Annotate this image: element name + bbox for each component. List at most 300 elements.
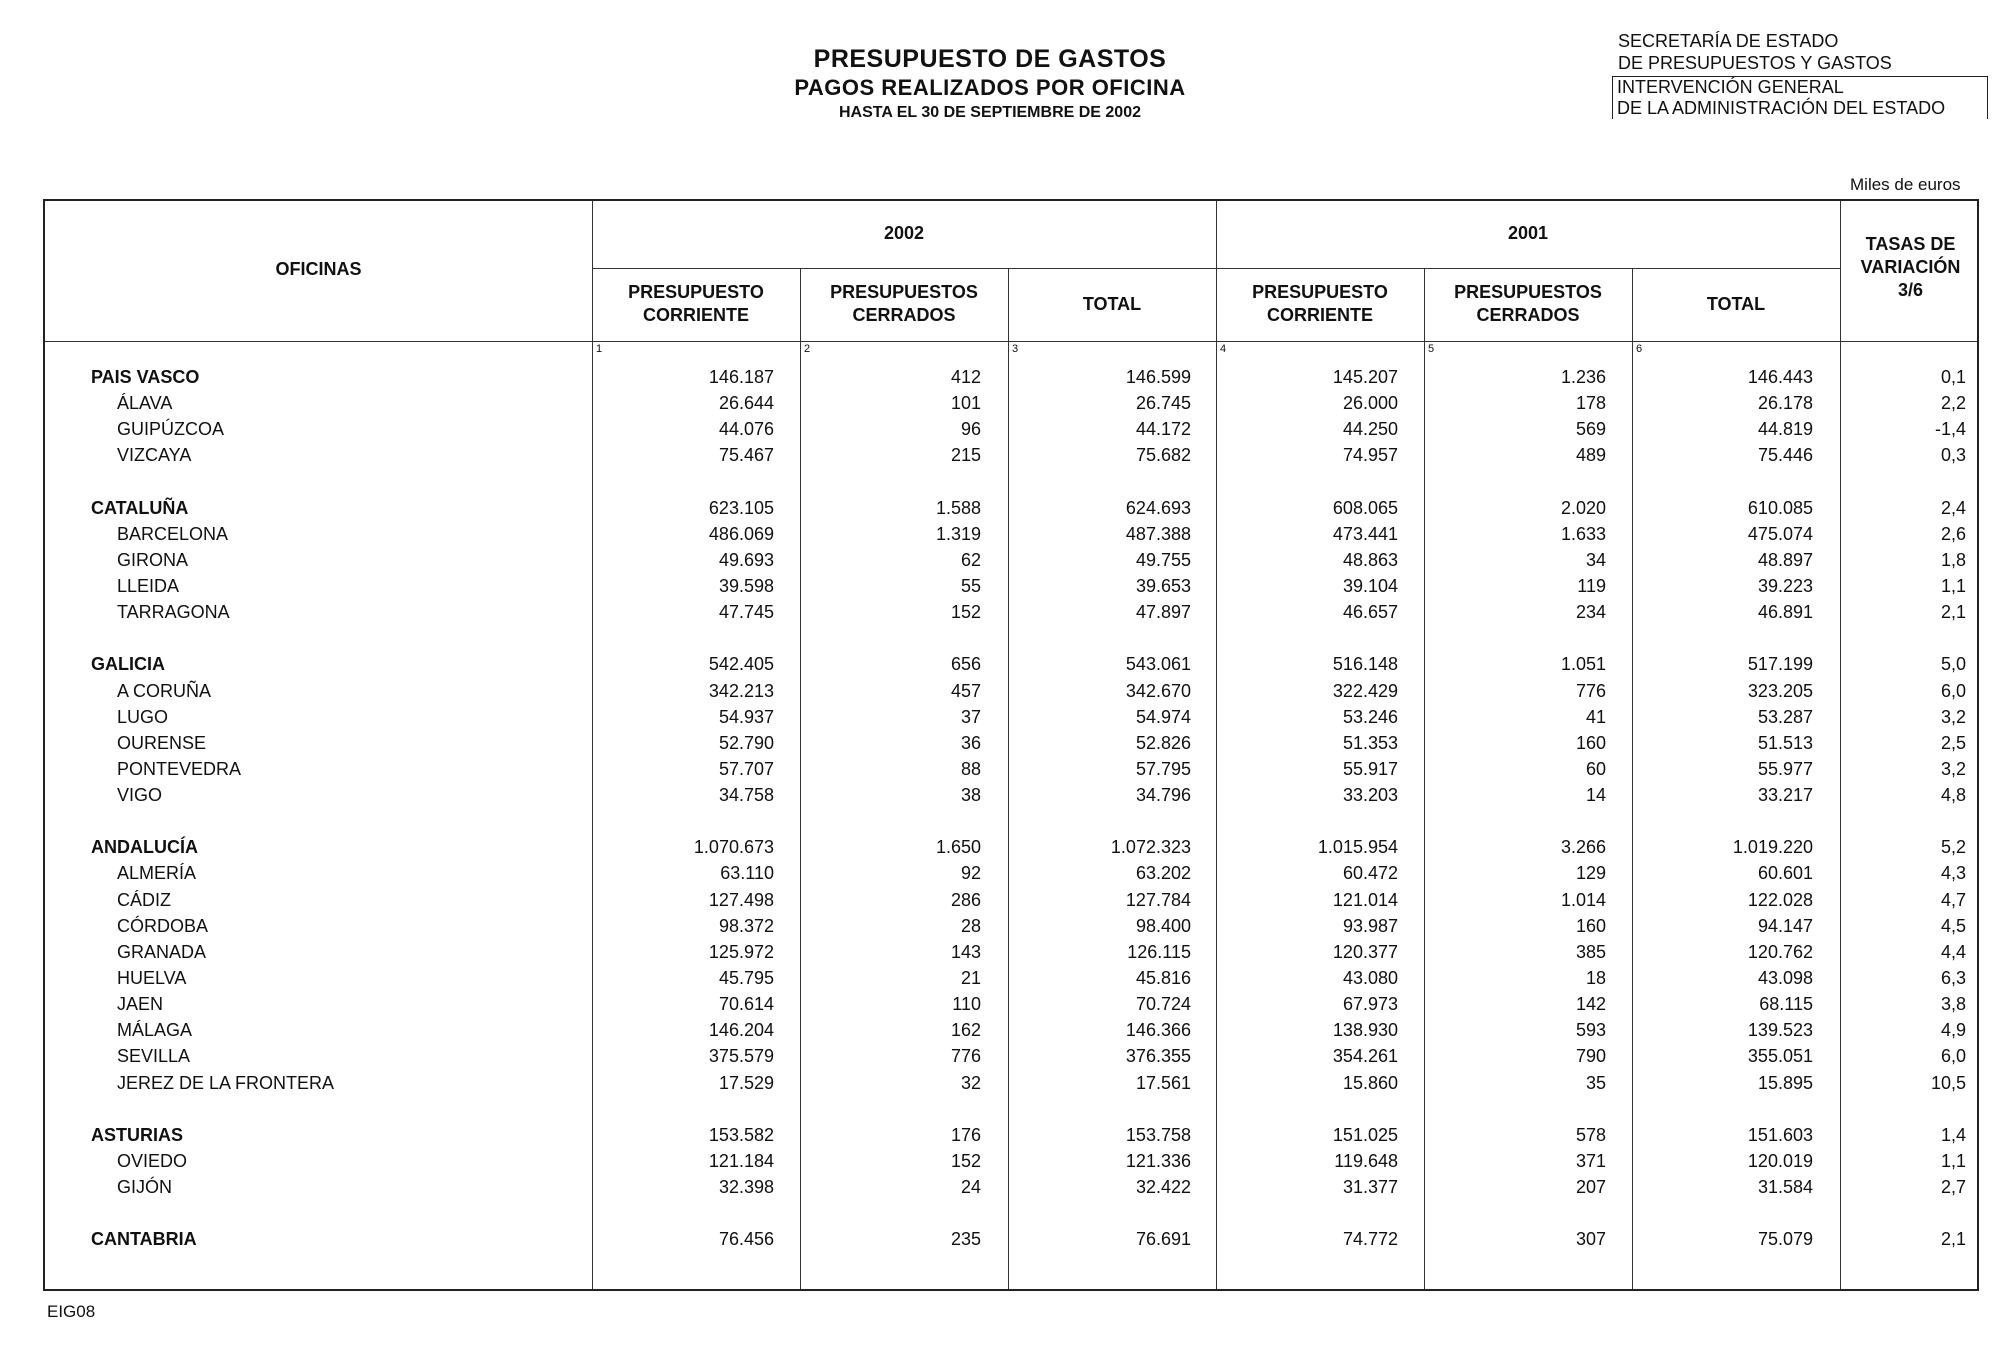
- subheader-total-2002: TOTAL: [1082, 294, 1142, 314]
- table-cell: 385: [1575, 941, 1606, 962]
- table-cell: 121.014: [1332, 889, 1398, 910]
- subheader-line: CERRADOS: [1476, 305, 1580, 325]
- table-cell: 48.897: [1757, 549, 1813, 570]
- table-row: [45, 782, 1977, 808]
- table-cell: 57.707: [718, 758, 774, 779]
- office-name: OURENSE: [117, 732, 207, 753]
- table-row: [45, 756, 1977, 782]
- table-cell: 5,0: [1940, 654, 1966, 675]
- table-cell: 139.523: [1747, 1020, 1813, 1041]
- table-cell: 32.422: [1135, 1177, 1191, 1198]
- office-name: LUGO: [117, 706, 169, 727]
- subheader-presupuesto-corriente-2002: [592, 281, 800, 327]
- table-cell: 610.085: [1747, 497, 1813, 518]
- table-cell: 44.250: [1342, 419, 1398, 440]
- subheader-line: CERRADOS: [852, 305, 956, 325]
- table-cell: 1.051: [1560, 654, 1606, 675]
- table-cell: 33.217: [1757, 785, 1813, 806]
- tasas-line-2: VARIACIÓN: [1860, 257, 1961, 277]
- table-cell: 656: [950, 654, 981, 675]
- table-cell: 4,7: [1940, 889, 1966, 910]
- table-cell: 473.441: [1332, 523, 1398, 544]
- table-cell: 37: [960, 706, 981, 727]
- table-cell: 1.019.220: [1732, 837, 1813, 858]
- table-cell: 53.287: [1757, 706, 1813, 727]
- region-name: GALICIA: [91, 654, 165, 675]
- table-cell: 342.670: [1125, 680, 1191, 701]
- table-cell: 74.957: [1342, 445, 1398, 466]
- table-cell: 120.019: [1747, 1150, 1813, 1171]
- table-cell: 127.498: [708, 889, 774, 910]
- table-cell: 517.199: [1747, 654, 1813, 675]
- table-cell: 371: [1575, 1150, 1606, 1171]
- table-row: [45, 1226, 1977, 1252]
- table-cell: 152: [950, 602, 981, 623]
- table-row: [45, 1174, 1977, 1200]
- table-row: [45, 416, 1977, 442]
- report-date: HASTA EL 30 DE SEPTIEMBRE DE 2002: [838, 104, 1141, 121]
- table-cell: 543.061: [1125, 654, 1191, 675]
- table-cell: 412: [950, 367, 981, 387]
- table-cell: 151.025: [1332, 1124, 1398, 1145]
- table-cell: 51.513: [1757, 732, 1813, 753]
- table-cell: 2,1: [1940, 602, 1966, 623]
- table-cell: 151.603: [1747, 1124, 1813, 1145]
- office-name: TARRAGONA: [117, 602, 230, 623]
- table-cell: 160: [1575, 915, 1606, 936]
- table-cell: 162: [950, 1020, 981, 1041]
- table-cell: 26.644: [718, 393, 774, 414]
- table-cell: 62: [960, 549, 981, 570]
- table-cell: 489: [1575, 445, 1606, 466]
- table-cell: 127.784: [1125, 889, 1191, 910]
- table-row: [45, 991, 1977, 1017]
- table-row: [45, 965, 1977, 991]
- table-cell: 1.070.673: [693, 837, 774, 858]
- table-cell: 1,1: [1940, 1150, 1966, 1171]
- table-cell: 43.098: [1757, 968, 1813, 988]
- table-cell: 143: [950, 941, 981, 962]
- units-label: Miles de euros: [1850, 175, 1961, 194]
- column-number: 3: [1012, 343, 1019, 355]
- table-cell: 4,9: [1940, 1020, 1966, 1041]
- table-cell: 26.745: [1135, 393, 1191, 414]
- subheader-total-2001: TOTAL: [1706, 294, 1766, 314]
- office-name: JAEN: [117, 994, 164, 1015]
- table-cell: 52.826: [1135, 732, 1191, 753]
- table-row: [45, 913, 1977, 939]
- table-cell: 121.184: [708, 1150, 774, 1171]
- table-cell: 49.693: [718, 549, 774, 570]
- table-cell: 215: [950, 445, 981, 466]
- table-row: [45, 1017, 1977, 1043]
- table-cell: 92: [960, 863, 981, 884]
- table-cell: 207: [1575, 1177, 1606, 1198]
- table-cell: 569: [1575, 419, 1606, 440]
- table-cell: 60.601: [1757, 863, 1813, 884]
- table-cell: 145.207: [1332, 367, 1398, 387]
- table-cell: 119: [1577, 576, 1606, 597]
- table-cell: 6,3: [1940, 968, 1966, 988]
- table-cell: 2.020: [1560, 497, 1606, 518]
- table-cell: 342.213: [708, 680, 774, 701]
- office-name: GUIPÚZCOA: [117, 419, 225, 440]
- table-cell: 3,8: [1940, 994, 1966, 1015]
- table-cell: 74.772: [1342, 1229, 1398, 1250]
- year-2001-header: 2001: [1507, 223, 1549, 243]
- table-cell: 486.069: [708, 523, 774, 544]
- footer-code: EIG08: [47, 1302, 96, 1321]
- table-cell: 3,2: [1940, 706, 1966, 727]
- table-cell: 52.790: [718, 732, 774, 753]
- table-cell: 98.400: [1135, 915, 1191, 936]
- table-cell: 1.650: [935, 837, 981, 858]
- office-name: CÁDIZ: [117, 889, 171, 910]
- region-name: CANTABRIA: [91, 1229, 197, 1250]
- table-cell: 45.795: [718, 968, 774, 988]
- report-title: PRESUPUESTO DE GASTOS: [813, 45, 1167, 73]
- institution-line-2: DE LA ADMINISTRACIÓN DEL ESTADO: [1617, 98, 1946, 118]
- table-cell: 47.745: [718, 602, 774, 623]
- table-cell: 39.598: [718, 576, 774, 597]
- region-name: ASTURIAS: [91, 1124, 184, 1145]
- table-cell: 624.693: [1125, 497, 1191, 518]
- tasas-line-3: 3/6: [1897, 280, 1924, 300]
- table-row: [45, 364, 1977, 390]
- table-cell: 32: [960, 1072, 981, 1093]
- table-cell: 129: [1575, 863, 1606, 884]
- data-table: [43, 199, 1979, 1291]
- table-cell: 146.204: [708, 1020, 774, 1041]
- table-cell: 487.388: [1125, 523, 1191, 544]
- subheader-presupuestos-cerrados-2001: [1424, 281, 1632, 327]
- table-cell: 152: [950, 1150, 981, 1171]
- table-cell: 4,8: [1940, 785, 1966, 806]
- table-cell: 5,2: [1940, 837, 1966, 858]
- table-cell: 2,5: [1940, 732, 1966, 753]
- table-cell: 41: [1585, 706, 1606, 727]
- office-name: JEREZ DE LA FRONTERA: [117, 1072, 335, 1093]
- table-cell: 17.561: [1135, 1072, 1191, 1093]
- office-name: MÁLAGA: [117, 1020, 193, 1041]
- office-name: GRANADA: [117, 941, 207, 962]
- office-name: SEVILLA: [117, 1046, 191, 1067]
- table-cell: 75.079: [1757, 1229, 1813, 1250]
- column-number: 6: [1636, 343, 1643, 355]
- table-cell: 1.236: [1560, 367, 1606, 387]
- table-cell: 2,7: [1940, 1177, 1966, 1198]
- table-row: [45, 860, 1977, 886]
- office-name: VIGO: [117, 785, 163, 806]
- table-cell: 2,2: [1940, 393, 1966, 414]
- table-row: [45, 704, 1977, 730]
- table-cell: 516.148: [1332, 654, 1398, 675]
- table-cell: 88: [960, 758, 981, 779]
- subheader-line: CORRIENTE: [1266, 305, 1373, 325]
- table-cell: 142: [1575, 994, 1606, 1015]
- table-cell: 48.863: [1342, 549, 1398, 570]
- subheader-line: PRESUPUESTOS: [830, 282, 978, 302]
- table-cell: 0,1: [1940, 367, 1966, 387]
- table-cell: 45.816: [1135, 968, 1191, 988]
- organisation-block: [1618, 30, 1988, 119]
- table-cell: 2,4: [1940, 497, 1966, 518]
- column-number: 2: [804, 343, 811, 355]
- table-row: [45, 442, 1977, 468]
- table-cell: 790: [1575, 1046, 1606, 1067]
- table-cell: 55.917: [1342, 758, 1398, 779]
- table-cell: 17.529: [718, 1072, 774, 1093]
- org-line-1: SECRETARÍA DE ESTADO: [1618, 31, 1839, 51]
- report-subtitle: PAGOS REALIZADOS POR OFICINA: [794, 75, 1186, 100]
- table-cell: 51.353: [1342, 732, 1398, 753]
- table-row: [45, 1070, 1977, 1096]
- table-cell: 354.261: [1332, 1046, 1398, 1067]
- office-name: VIZCAYA: [117, 445, 192, 466]
- table-cell: 475.074: [1747, 523, 1813, 544]
- table-cell: 18: [1585, 968, 1606, 988]
- table-cell: 63.202: [1135, 863, 1191, 884]
- office-name: ÁLAVA: [117, 393, 173, 414]
- table-cell: 1.072.323: [1110, 837, 1191, 858]
- table-cell: 70.724: [1135, 994, 1191, 1015]
- office-name: BARCELONA: [117, 523, 229, 544]
- column-number: 1: [596, 343, 603, 355]
- table-cell: 235: [950, 1229, 981, 1250]
- table-cell: 376.355: [1125, 1046, 1191, 1067]
- table-cell: 63.110: [720, 863, 774, 884]
- table-cell: 110: [952, 994, 981, 1015]
- table-cell: 47.897: [1135, 602, 1191, 623]
- table-cell: 578: [1575, 1124, 1606, 1145]
- table-cell: 93.987: [1342, 915, 1398, 936]
- table-cell: 21: [960, 968, 981, 988]
- year-2002-header: 2002: [883, 223, 925, 243]
- office-name: HUELVA: [117, 968, 187, 988]
- table-cell: 76.456: [718, 1229, 774, 1250]
- table-cell: 44.819: [1757, 419, 1813, 440]
- office-name: PONTEVEDRA: [117, 758, 242, 779]
- table-cell: 1.319: [935, 523, 981, 544]
- table-cell: 55.977: [1757, 758, 1813, 779]
- table-cell: 457: [950, 680, 981, 701]
- table-cell: 10,5: [1930, 1072, 1966, 1093]
- table-cell: 15.895: [1757, 1072, 1813, 1093]
- col-oficinas: OFICINAS: [275, 259, 362, 279]
- table-cell: 46.657: [1342, 602, 1398, 623]
- table-cell: 0,3: [1940, 445, 1966, 466]
- table-cell: 121.336: [1125, 1150, 1191, 1171]
- office-name: LLEIDA: [117, 576, 180, 597]
- table-row: [45, 1043, 1977, 1069]
- table-cell: 43.080: [1342, 968, 1398, 988]
- subheader-line: CORRIENTE: [642, 305, 749, 325]
- office-name: CÓRDOBA: [117, 915, 209, 936]
- table-cell: 119.648: [1334, 1150, 1398, 1171]
- office-name: GIRONA: [117, 549, 189, 570]
- table-cell: 75.682: [1135, 445, 1191, 466]
- table-cell: 307: [1575, 1229, 1606, 1250]
- table-cell: 34.758: [718, 785, 774, 806]
- subheader-presupuestos-cerrados-2002: [800, 281, 1008, 327]
- table-cell: 75.446: [1757, 445, 1813, 466]
- table-cell: 355.051: [1747, 1046, 1813, 1067]
- table-cell: 6,0: [1940, 1046, 1966, 1067]
- table-cell: 54.974: [1135, 706, 1191, 727]
- table-cell: 1.588: [935, 497, 981, 518]
- subheader-line: PRESUPUESTO: [1252, 282, 1388, 302]
- table-cell: 28: [960, 915, 981, 936]
- table-cell: 776: [1575, 680, 1606, 701]
- region-name: ANDALUCÍA: [91, 837, 198, 858]
- table-cell: 323.205: [1747, 680, 1813, 701]
- table-cell: 33.203: [1342, 785, 1398, 806]
- table-cell: 101: [950, 393, 981, 414]
- table-cell: 234: [1575, 602, 1606, 623]
- table-cell: 26.000: [1342, 393, 1398, 414]
- table-cell: 31.584: [1757, 1177, 1813, 1198]
- table-cell: 4,5: [1940, 915, 1966, 936]
- table-cell: 34: [1585, 549, 1606, 570]
- table-cell: 53.246: [1342, 706, 1398, 727]
- subheader-line: PRESUPUESTO: [628, 282, 764, 302]
- table-cell: 75.467: [718, 445, 774, 466]
- table-cell: 138.930: [1332, 1020, 1398, 1041]
- table-cell: 60: [1585, 758, 1606, 779]
- table-cell: 153.582: [708, 1124, 774, 1145]
- table-cell: 15.860: [1342, 1072, 1398, 1093]
- table-cell: 70.614: [718, 994, 774, 1015]
- table-cell: 608.065: [1332, 497, 1398, 518]
- table-cell: 68.115: [1759, 994, 1813, 1015]
- table-cell: 146.443: [1747, 367, 1813, 387]
- table-row: [45, 730, 1977, 756]
- table-cell: 176: [950, 1124, 981, 1145]
- table-cell: 120.377: [1332, 941, 1398, 962]
- table-row: [45, 678, 1977, 704]
- table-cell: 1,8: [1940, 549, 1966, 570]
- table-cell: 623.105: [708, 497, 774, 518]
- table-cell: 146.187: [708, 367, 774, 387]
- office-name: OVIEDO: [117, 1150, 188, 1171]
- table-cell: 36: [960, 732, 981, 753]
- table-cell: 593: [1575, 1020, 1606, 1041]
- table-cell: 67.973: [1342, 994, 1398, 1015]
- table-cell: 1.014: [1560, 889, 1606, 910]
- table-row: [45, 834, 1977, 860]
- tasas-line-1: TASAS DE: [1865, 234, 1956, 254]
- table-cell: 39.653: [1135, 576, 1191, 597]
- header-rule: [592, 268, 1840, 269]
- subheader-presupuesto-corriente-2001: [1216, 281, 1424, 327]
- table-cell: 126.115: [1127, 941, 1191, 962]
- table-cell: 60.472: [1342, 863, 1398, 884]
- table-cell: 146.599: [1125, 367, 1191, 387]
- tasas-header: [1840, 233, 1981, 302]
- table-cell: 146.366: [1125, 1020, 1191, 1041]
- table-cell: 322.429: [1332, 680, 1398, 701]
- table-cell: 49.755: [1135, 549, 1191, 570]
- report-title-block: [700, 44, 1280, 124]
- table-row: [45, 651, 1977, 677]
- table-cell: 94.147: [1757, 915, 1813, 936]
- table-cell: 14: [1585, 785, 1606, 806]
- table-cell: 98.372: [718, 915, 774, 936]
- table-cell: 160: [1575, 732, 1606, 753]
- table-cell: 6,0: [1940, 680, 1966, 701]
- table-cell: 24: [960, 1177, 981, 1198]
- table-cell: 96: [960, 419, 981, 440]
- table-cell: 1.633: [1560, 523, 1606, 544]
- column-number: 5: [1428, 343, 1435, 355]
- column-number: 4: [1220, 343, 1227, 355]
- table-cell: 39.223: [1757, 576, 1813, 597]
- table-row: [45, 939, 1977, 965]
- table-cell: 35: [1585, 1072, 1606, 1093]
- subheader-line: PRESUPUESTOS: [1454, 282, 1602, 302]
- table-cell: 38: [960, 785, 981, 806]
- table-cell: 2,1: [1940, 1229, 1966, 1250]
- table-cell: 125.972: [708, 941, 774, 962]
- header-bottom-rule: [45, 341, 1977, 342]
- table-row: [45, 573, 1977, 599]
- table-cell: 286: [950, 889, 981, 910]
- table-cell: 44.076: [718, 419, 774, 440]
- table-row: [45, 887, 1977, 913]
- table-cell: 375.579: [708, 1046, 774, 1067]
- table-row: [45, 547, 1977, 573]
- table-cell: 4,4: [1940, 941, 1966, 962]
- table-row: [45, 1122, 1977, 1148]
- table-cell: 32.398: [718, 1177, 774, 1198]
- table-row: [45, 495, 1977, 521]
- office-name: ALMERÍA: [117, 863, 197, 884]
- table-cell: 55: [960, 576, 981, 597]
- table-cell: 1,4: [1940, 1124, 1966, 1145]
- table-cell: 120.762: [1747, 941, 1813, 962]
- org-line-2: DE PRESUPUESTOS Y GASTOS: [1618, 53, 1892, 73]
- table-cell: 46.891: [1757, 602, 1813, 623]
- table-cell: 76.691: [1135, 1229, 1191, 1250]
- table-row: [45, 599, 1977, 625]
- table-cell: 1.015.954: [1317, 837, 1398, 858]
- table-cell: 44.172: [1135, 419, 1191, 440]
- region-name: PAIS VASCO: [91, 367, 200, 387]
- office-name: GIJÓN: [117, 1177, 173, 1198]
- table-cell: 26.178: [1757, 393, 1813, 414]
- institution-box: [1612, 76, 1988, 119]
- table-cell: 153.758: [1125, 1124, 1191, 1145]
- table-cell: 34.796: [1135, 785, 1191, 806]
- table-cell: 57.795: [1135, 758, 1191, 779]
- table-cell: 178: [1575, 393, 1606, 414]
- table-cell: 4,3: [1940, 863, 1966, 884]
- office-name: A CORUÑA: [117, 680, 212, 701]
- table-cell: 3.266: [1560, 837, 1606, 858]
- table-cell: -1,4: [1934, 419, 1966, 440]
- table-cell: 2,6: [1940, 523, 1966, 544]
- table-row: [45, 1148, 1977, 1174]
- table-cell: 3,2: [1940, 758, 1966, 779]
- table-cell: 122.028: [1747, 889, 1813, 910]
- table-cell: 542.405: [708, 654, 774, 675]
- table-cell: 776: [950, 1046, 981, 1067]
- region-name: CATALUÑA: [91, 497, 189, 518]
- table-cell: 39.104: [1342, 576, 1398, 597]
- table-cell: 54.937: [718, 706, 774, 727]
- table-cell: 1,1: [1940, 576, 1966, 597]
- table-row: [45, 521, 1977, 547]
